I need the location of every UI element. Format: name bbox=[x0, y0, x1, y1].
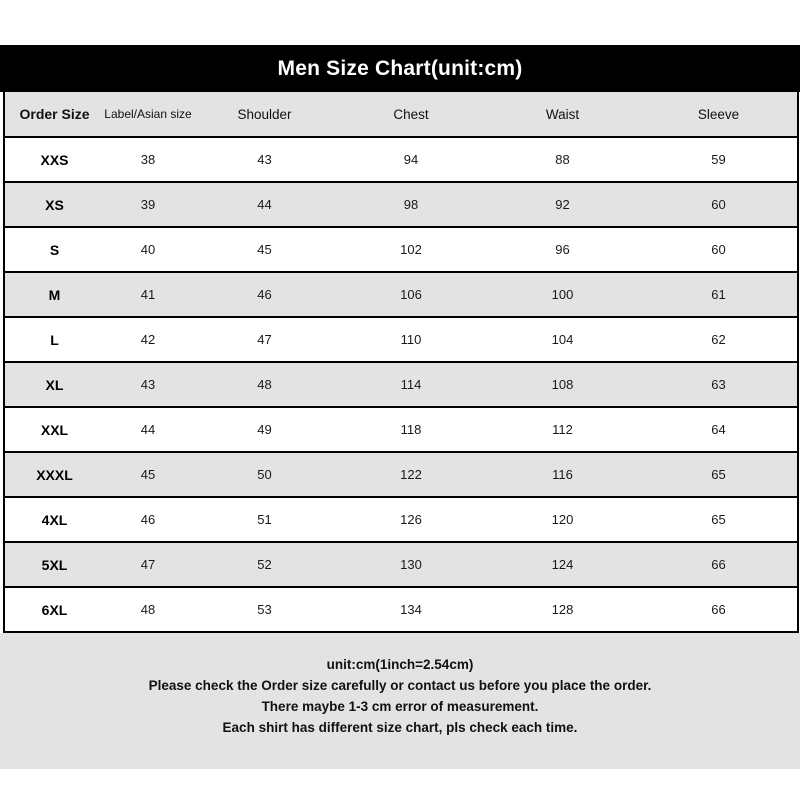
cell-chest: 134 bbox=[337, 587, 485, 632]
table-row bbox=[4, 362, 798, 407]
cell-waist: 88 bbox=[485, 137, 640, 182]
cell-sleeve: 66 bbox=[640, 587, 798, 632]
cell-sleeve: 62 bbox=[640, 317, 798, 362]
cell-chest: 118 bbox=[337, 407, 485, 452]
cell-asian_size: 47 bbox=[104, 542, 192, 587]
column-header-order-size: Order Size bbox=[4, 92, 104, 137]
cell-shoulder: 51 bbox=[192, 497, 337, 542]
cell-order_size: XL bbox=[4, 362, 104, 407]
cell-order_size: 4XL bbox=[4, 497, 104, 542]
cell-sleeve: 65 bbox=[640, 497, 798, 542]
size-chart-table bbox=[3, 92, 799, 633]
cell-shoulder: 43 bbox=[192, 137, 337, 182]
cell-asian_size: 46 bbox=[104, 497, 192, 542]
cell-waist: 96 bbox=[485, 227, 640, 272]
cell-chest: 94 bbox=[337, 137, 485, 182]
cell-order_size: XS bbox=[4, 182, 104, 227]
cell-order_size: XXXL bbox=[4, 452, 104, 497]
cell-asian_size: 41 bbox=[104, 272, 192, 317]
cell-sleeve: 61 bbox=[640, 272, 798, 317]
footer-line: There maybe 1-3 cm error of measurement. bbox=[261, 698, 539, 714]
cell-sleeve: 59 bbox=[640, 137, 798, 182]
cell-chest: 122 bbox=[337, 452, 485, 497]
column-header-shoulder: Shoulder bbox=[192, 92, 337, 137]
cell-chest: 102 bbox=[337, 227, 485, 272]
cell-asian_size: 39 bbox=[104, 182, 192, 227]
chart-title: Men Size Chart(unit:cm) bbox=[0, 45, 800, 92]
footer-line: Each shirt has different size chart, pls check each time. bbox=[222, 719, 578, 735]
table-row bbox=[4, 227, 798, 272]
cell-asian_size: 48 bbox=[104, 587, 192, 632]
footer-line: Please check the Order size carefully or contact us before you place the order. bbox=[148, 677, 652, 693]
cell-order_size: M bbox=[4, 272, 104, 317]
column-header-asian-size: Label/Asian size bbox=[104, 92, 192, 137]
cell-chest: 110 bbox=[337, 317, 485, 362]
cell-shoulder: 47 bbox=[192, 317, 337, 362]
cell-waist: 112 bbox=[485, 407, 640, 452]
cell-waist: 116 bbox=[485, 452, 640, 497]
cell-asian_size: 38 bbox=[104, 137, 192, 182]
cell-asian_size: 45 bbox=[104, 452, 192, 497]
cell-sleeve: 66 bbox=[640, 542, 798, 587]
table-row bbox=[4, 497, 798, 542]
cell-order_size: L bbox=[4, 317, 104, 362]
table-row bbox=[4, 182, 798, 227]
footer-line: unit:cm(1inch=2.54cm) bbox=[326, 657, 474, 672]
table-row bbox=[4, 137, 798, 182]
table-row bbox=[4, 587, 798, 632]
column-header-sleeve: Sleeve bbox=[640, 92, 798, 137]
table-row bbox=[4, 542, 798, 587]
cell-order_size: 5XL bbox=[4, 542, 104, 587]
table-row bbox=[4, 452, 798, 497]
cell-asian_size: 43 bbox=[104, 362, 192, 407]
cell-shoulder: 48 bbox=[192, 362, 337, 407]
table-body bbox=[4, 137, 798, 632]
cell-chest: 106 bbox=[337, 272, 485, 317]
cell-sleeve: 64 bbox=[640, 407, 798, 452]
table-row bbox=[4, 317, 798, 362]
cell-asian_size: 44 bbox=[104, 407, 192, 452]
cell-waist: 100 bbox=[485, 272, 640, 317]
cell-shoulder: 52 bbox=[192, 542, 337, 587]
table-row bbox=[4, 272, 798, 317]
cell-shoulder: 50 bbox=[192, 452, 337, 497]
cell-waist: 124 bbox=[485, 542, 640, 587]
cell-order_size: XXL bbox=[4, 407, 104, 452]
cell-order_size: S bbox=[4, 227, 104, 272]
cell-sleeve: 60 bbox=[640, 182, 798, 227]
cell-sleeve: 63 bbox=[640, 362, 798, 407]
cell-shoulder: 46 bbox=[192, 272, 337, 317]
cell-shoulder: 44 bbox=[192, 182, 337, 227]
cell-chest: 114 bbox=[337, 362, 485, 407]
column-header-chest: Chest bbox=[337, 92, 485, 137]
cell-shoulder: 49 bbox=[192, 407, 337, 452]
cell-shoulder: 45 bbox=[192, 227, 337, 272]
cell-asian_size: 40 bbox=[104, 227, 192, 272]
cell-waist: 120 bbox=[485, 497, 640, 542]
cell-waist: 104 bbox=[485, 317, 640, 362]
cell-shoulder: 53 bbox=[192, 587, 337, 632]
cell-order_size: XXS bbox=[4, 137, 104, 182]
cell-order_size: 6XL bbox=[4, 587, 104, 632]
cell-waist: 92 bbox=[485, 182, 640, 227]
cell-waist: 108 bbox=[485, 362, 640, 407]
table-row bbox=[4, 407, 798, 452]
cell-chest: 98 bbox=[337, 182, 485, 227]
column-header-waist: Waist bbox=[485, 92, 640, 137]
cell-chest: 126 bbox=[337, 497, 485, 542]
table-header-row bbox=[4, 92, 798, 137]
cell-sleeve: 60 bbox=[640, 227, 798, 272]
cell-asian_size: 42 bbox=[104, 317, 192, 362]
cell-waist: 128 bbox=[485, 587, 640, 632]
cell-chest: 130 bbox=[337, 542, 485, 587]
footer-note bbox=[0, 633, 800, 769]
cell-sleeve: 65 bbox=[640, 452, 798, 497]
